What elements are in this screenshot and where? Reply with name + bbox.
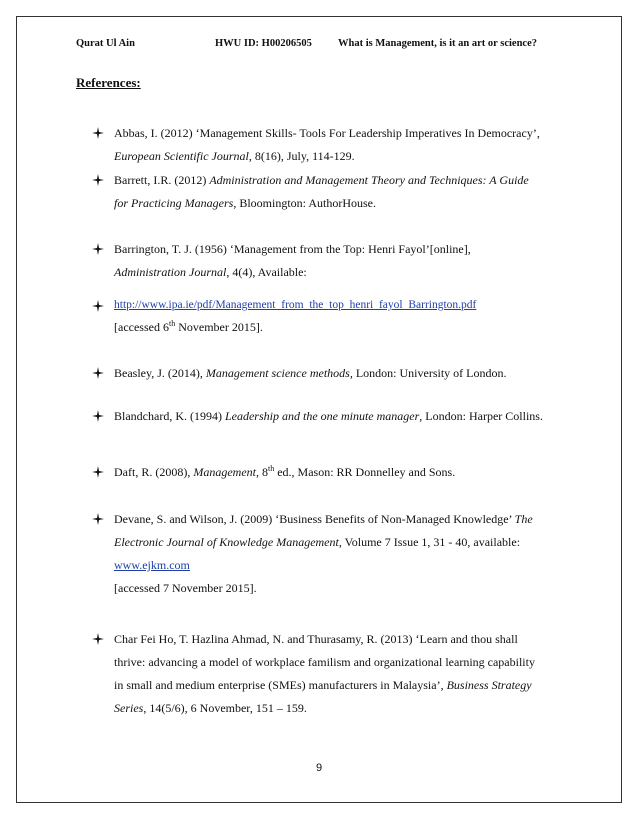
- reference-text: for Practicing Managers, Bloomington: AuthorHouse.: [114, 196, 376, 210]
- diamond-bullet-icon: [92, 174, 104, 186]
- reference-text: Char Fei Ho, T. Hazlina Ahmad, N. and Thurasamy, R. (2013) ‘Learn and thou shall: [114, 632, 518, 646]
- reference-text: European Scientific Journal, 8(16), July, 114-129.: [114, 149, 355, 163]
- reference-text: in small and medium enterprise (SMEs) manufacturers in Malaysia’, Business Strategy: [114, 678, 532, 692]
- reference-text: [accessed 7 November 2015].: [114, 581, 257, 595]
- url-link[interactable]: http://www.ipa.ie/pdf/Management_from_the_top_henri_fayol_Barrington.pdf: [114, 299, 477, 311]
- diamond-bullet-icon: [92, 466, 104, 478]
- header-id: HWU ID: H00206505: [215, 38, 312, 49]
- reference-text: [accessed 6th November 2015].: [114, 319, 263, 334]
- diamond-bullet-icon: [92, 127, 104, 139]
- reference-text: Barrington, T. J. (1956) ‘Management from the Top: Henri Fayol’[online],: [114, 242, 471, 256]
- header-title: What is Management, is it an art or science?: [338, 38, 537, 49]
- page-number: 9: [315, 762, 323, 774]
- reference-text: thrive: advancing a model of workplace familism and organizational learning capability: [114, 655, 535, 669]
- reference-text: Barrett, I.R. (2012) Administration and Management Theory and Techniques: A Guide: [114, 173, 529, 187]
- reference-text: Administration Journal, 4(4), Available:: [114, 265, 307, 279]
- diamond-bullet-icon: [92, 410, 104, 422]
- reference-text: Abbas, I. (2012) ‘Management Skills- Tools For Leadership Imperatives In Democracy’,: [114, 126, 540, 140]
- reference-text: Devane, S. and Wilson, J. (2009) ‘Business Benefits of Non-Managed Knowledge’ The: [114, 512, 533, 526]
- ejkm-link[interactable]: www.ejkm.com: [114, 558, 190, 572]
- reference-text: Series, 14(5/6), 6 November, 151 – 159.: [114, 701, 307, 715]
- diamond-bullet-icon: [92, 243, 104, 255]
- diamond-bullet-icon: [92, 367, 104, 379]
- references-heading: References:: [76, 75, 141, 90]
- reference-text: Electronic Journal of Knowledge Management, Volume 7 Issue 1, 31 - 40, available:: [114, 535, 521, 549]
- diamond-bullet-icon: [92, 300, 104, 312]
- reference-text: Beasley, J. (2014), Management science methods, London: University of London.: [114, 366, 507, 380]
- reference-text: Daft, R. (2008), Management, 8th ed., Mason: RR Donnelley and Sons.: [114, 464, 456, 479]
- reference-text: Blandchard, K. (1994) Leadership and the one minute manager, London: Harper Collins.: [114, 409, 543, 423]
- diamond-bullet-icon: [92, 513, 104, 525]
- diamond-bullet-icon: [92, 633, 104, 645]
- header-author: Qurat Ul Ain: [76, 38, 135, 49]
